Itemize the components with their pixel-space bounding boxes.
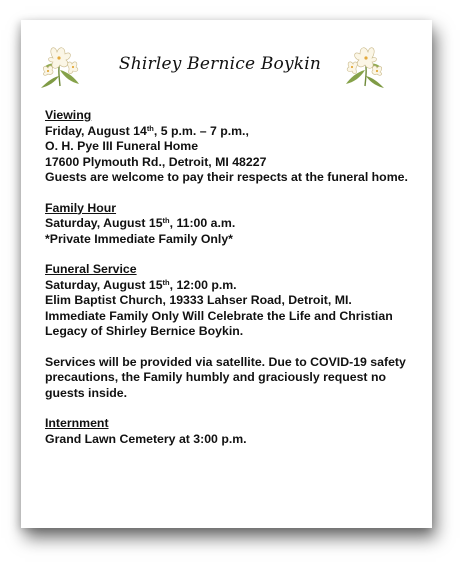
viewing-date: Friday, August 14th, 5 p.m. – 7 p.m., (45, 123, 249, 138)
internment-detail: Grand Lawn Cemetery at 3:00 p.m. (45, 431, 247, 446)
header (21, 42, 432, 94)
funeral-service-church: Elim Baptist Church, 19333 Lahser Road, Detroit, MI. (45, 293, 352, 307)
lily-flower-icon (35, 42, 85, 90)
internment-section (45, 416, 415, 447)
program-body (45, 108, 415, 462)
program-card (21, 20, 432, 528)
family-hour-date: Saturday, August 15th, 11:00 a.m. (45, 216, 236, 230)
lily-flower-icon (340, 42, 390, 90)
viewing-address: 17600 Plymouth Rd., Detroit, MI 48227 (45, 154, 267, 169)
family-hour-note: *Private Immediate Family Only* (45, 231, 233, 246)
satellite-note: Services will be provided via satellite. Due to COVID-19 safety precautions, the Family humbly and graciously request no guests inside. (45, 354, 406, 400)
family-hour-heading: Family Hour (45, 200, 117, 215)
satellite-section (45, 355, 415, 402)
funeral-service-heading: Funeral Service (45, 262, 137, 276)
viewing-venue: O. H. Pye III Funeral Home (45, 139, 199, 153)
funeral-service-date: Saturday, August 15th, 12:00 p.m. (45, 277, 237, 292)
internment-heading: Internment (45, 416, 109, 430)
page-title: Shirley Bernice Boykin (118, 54, 322, 74)
viewing-section (45, 108, 415, 186)
funeral-service-section (45, 262, 415, 340)
viewing-note: Guests are welcome to pay their respects at the funeral home. (45, 170, 408, 184)
viewing-heading: Viewing (45, 108, 92, 122)
funeral-service-note: Immediate Family Only Will Celebrate the Life and Christian Legacy of Shirley Bernice Boykin. (45, 308, 393, 338)
family-hour-section (45, 201, 415, 248)
